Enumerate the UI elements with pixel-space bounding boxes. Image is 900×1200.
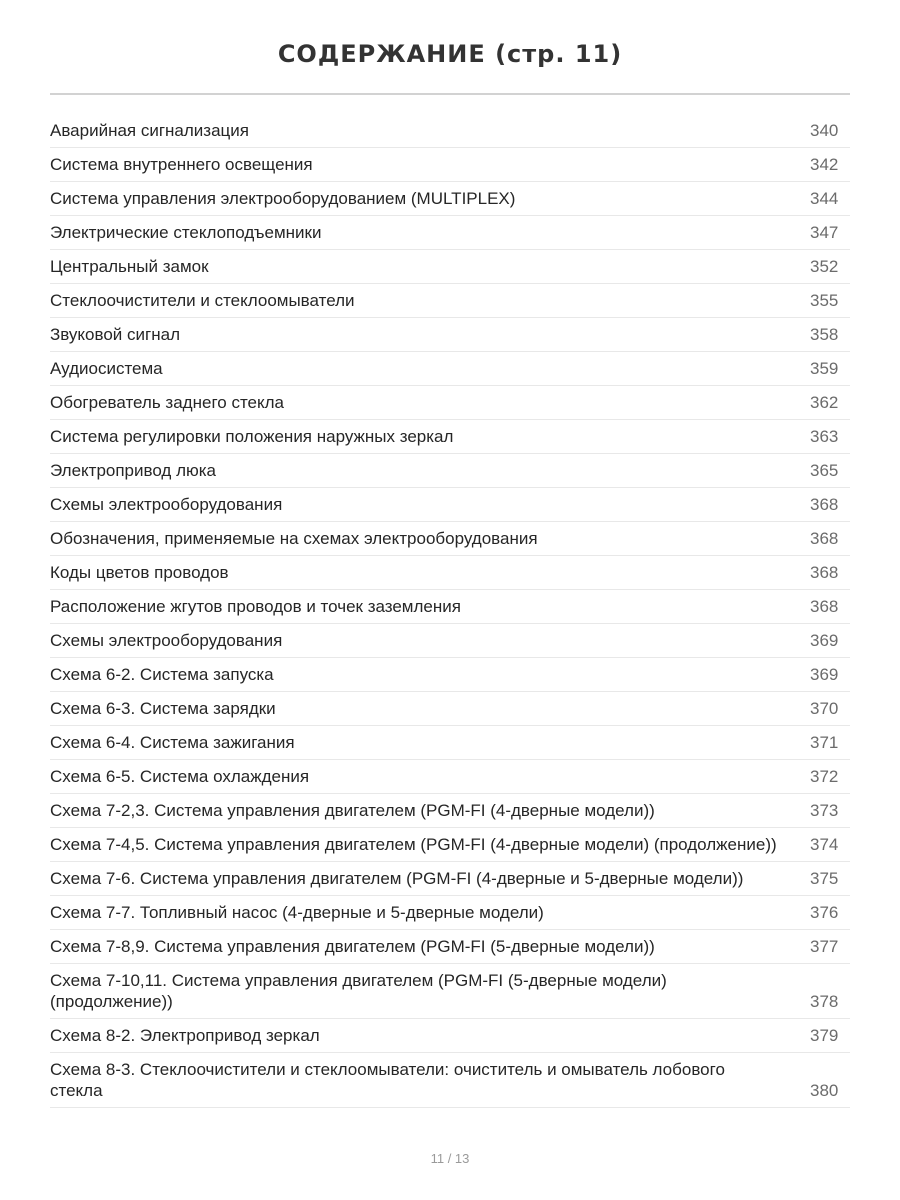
page-title: СОДЕРЖАНИЕ (стр. 11) bbox=[277, 40, 623, 68]
toc-entry-page-number: 369 bbox=[810, 631, 839, 650]
toc-entry-title: Схема 7-2,3. Система управления двигателем (PGM-FI (4-дверные модели)) bbox=[50, 801, 655, 820]
title-divider bbox=[50, 93, 850, 95]
document-page bbox=[50, 0, 850, 1200]
toc-entry-page-number: 359 bbox=[810, 359, 839, 378]
toc-entry[interactable] bbox=[50, 828, 850, 862]
toc-entry-title: Обозначения, применяемые на схемах электрооборудования bbox=[50, 529, 538, 548]
toc-entry[interactable] bbox=[50, 794, 850, 828]
page-indicator: 11 / 13 bbox=[430, 1151, 470, 1166]
toc-entry-title: Схема 7-6. Система управления двигателем (PGM-FI (4-дверные и 5-дверные модели)) bbox=[50, 869, 744, 888]
toc-entry-title: Схемы электрооборудования bbox=[50, 631, 283, 650]
toc-entry[interactable] bbox=[50, 114, 850, 148]
toc-entry-page-number: 363 bbox=[810, 427, 839, 446]
toc-entry-page-number: 347 bbox=[810, 223, 839, 242]
toc-entry[interactable] bbox=[50, 420, 850, 454]
toc-entry[interactable] bbox=[50, 182, 850, 216]
toc-entry-page-number: 369 bbox=[810, 665, 839, 684]
toc-entry[interactable] bbox=[50, 556, 850, 590]
toc-entry-title: Схема 7-4,5. Система управления двигателем (PGM-FI (4-дверные модели) (продолжение)) bbox=[50, 835, 777, 854]
toc-entry[interactable] bbox=[50, 216, 850, 250]
toc-entry-title: Схема 7-10,11. Система управления двигателем (PGM-FI (5-дверные модели) (продолжение)) bbox=[50, 971, 667, 1011]
toc-entry[interactable] bbox=[50, 386, 850, 420]
toc-entry-title: Схема 8-2. Электропривод зеркал bbox=[50, 1026, 320, 1045]
toc-entry-title: Схема 7-7. Топливный насос (4-дверные и 5-дверные модели) bbox=[50, 903, 544, 922]
toc-entry[interactable] bbox=[50, 148, 850, 182]
toc-entry[interactable] bbox=[50, 930, 850, 964]
toc-entry-title: Обогреватель заднего стекла bbox=[50, 393, 284, 412]
toc-entry[interactable] bbox=[50, 624, 850, 658]
toc-entry-title: Звуковой сигнал bbox=[50, 325, 180, 344]
toc-entry-page-number: 375 bbox=[810, 869, 839, 888]
toc-entry[interactable] bbox=[50, 318, 850, 352]
toc-entry[interactable] bbox=[50, 284, 850, 318]
toc-entry[interactable] bbox=[50, 760, 850, 794]
toc-entry-page-number: 372 bbox=[810, 767, 839, 786]
toc-entry-title: Система внутреннего освещения bbox=[50, 155, 313, 174]
toc-entry-title: Расположение жгутов проводов и точек заземления bbox=[50, 597, 461, 616]
toc-entry[interactable] bbox=[50, 454, 850, 488]
toc-entry[interactable] bbox=[50, 352, 850, 386]
toc-entry-page-number: 379 bbox=[810, 1026, 839, 1045]
toc-entry[interactable] bbox=[50, 250, 850, 284]
toc-entry-title: Схемы электрооборудования bbox=[50, 495, 283, 514]
toc-entry[interactable] bbox=[50, 726, 850, 760]
toc-entry-page-number: 340 bbox=[810, 121, 839, 140]
toc-entry-title: Система регулировки положения наружных зеркал bbox=[50, 427, 454, 446]
toc-entry-title: Схема 6-2. Система запуска bbox=[50, 665, 274, 684]
toc-entry-page-number: 370 bbox=[810, 699, 839, 718]
toc-entry-page-number: 377 bbox=[810, 937, 839, 956]
toc-entry-page-number: 374 bbox=[810, 835, 839, 854]
toc-entry-page-number: 368 bbox=[810, 529, 839, 548]
toc-entry-title: Схема 8-3. Стеклоочистители и стеклоомыватели: очиститель и омыватель лобового стекла bbox=[50, 1060, 725, 1100]
toc-entry-page-number: 358 bbox=[810, 325, 839, 344]
toc-entry[interactable] bbox=[50, 964, 850, 1019]
toc-entry-page-number: 368 bbox=[810, 597, 839, 616]
toc-entry-page-number: 376 bbox=[810, 903, 839, 922]
toc-entry-page-number: 365 bbox=[810, 461, 839, 480]
toc-entry[interactable] bbox=[50, 1053, 850, 1108]
toc-entry-title: Центральный замок bbox=[50, 257, 209, 276]
toc-entry[interactable] bbox=[50, 896, 850, 930]
toc-entry[interactable] bbox=[50, 1019, 850, 1053]
toc-entry-page-number: 342 bbox=[810, 155, 839, 174]
toc-entry-title: Электропривод люка bbox=[50, 461, 217, 480]
toc-entry-page-number: 362 bbox=[810, 393, 839, 412]
toc-entry-page-number: 371 bbox=[810, 733, 839, 752]
toc-entry[interactable] bbox=[50, 522, 850, 556]
toc-entry-title: Схема 6-3. Система зарядки bbox=[50, 699, 276, 718]
toc-entry[interactable] bbox=[50, 692, 850, 726]
toc-entry-title: Аварийная сигнализация bbox=[50, 121, 249, 140]
toc-entry-page-number: 355 bbox=[810, 291, 839, 310]
toc-entry-page-number: 368 bbox=[810, 495, 839, 514]
toc-entry-title: Схема 6-4. Система зажигания bbox=[50, 733, 295, 752]
toc-entry-page-number: 352 bbox=[810, 257, 839, 276]
toc-entry-title: Схема 6-5. Система охлаждения bbox=[50, 767, 310, 786]
toc-entry-title: Схема 7-8,9. Система управления двигателем (PGM-FI (5-дверные модели)) bbox=[50, 937, 655, 956]
toc-entry-title: Коды цветов проводов bbox=[50, 563, 229, 582]
toc-entry-page-number: 373 bbox=[810, 801, 839, 820]
toc-entry-title: Система управления электрооборудованием (MULTIPLEX) bbox=[50, 189, 516, 208]
toc-entry[interactable] bbox=[50, 658, 850, 692]
toc-entry-page-number: 378 bbox=[810, 992, 839, 1011]
toc-entry-page-number: 344 bbox=[810, 189, 839, 208]
toc-entry-page-number: 368 bbox=[810, 563, 839, 582]
toc-entry-title: Стеклоочистители и стеклоомыватели bbox=[50, 291, 355, 310]
toc-entry-title: Аудиосистема bbox=[50, 359, 163, 378]
table-of-contents bbox=[50, 114, 850, 1108]
toc-entry[interactable] bbox=[50, 488, 850, 522]
toc-entry-title: Электрические стеклоподъемники bbox=[50, 223, 322, 242]
toc-entry-page-number: 380 bbox=[810, 1081, 839, 1100]
toc-entry[interactable] bbox=[50, 590, 850, 624]
toc-entry[interactable] bbox=[50, 862, 850, 896]
